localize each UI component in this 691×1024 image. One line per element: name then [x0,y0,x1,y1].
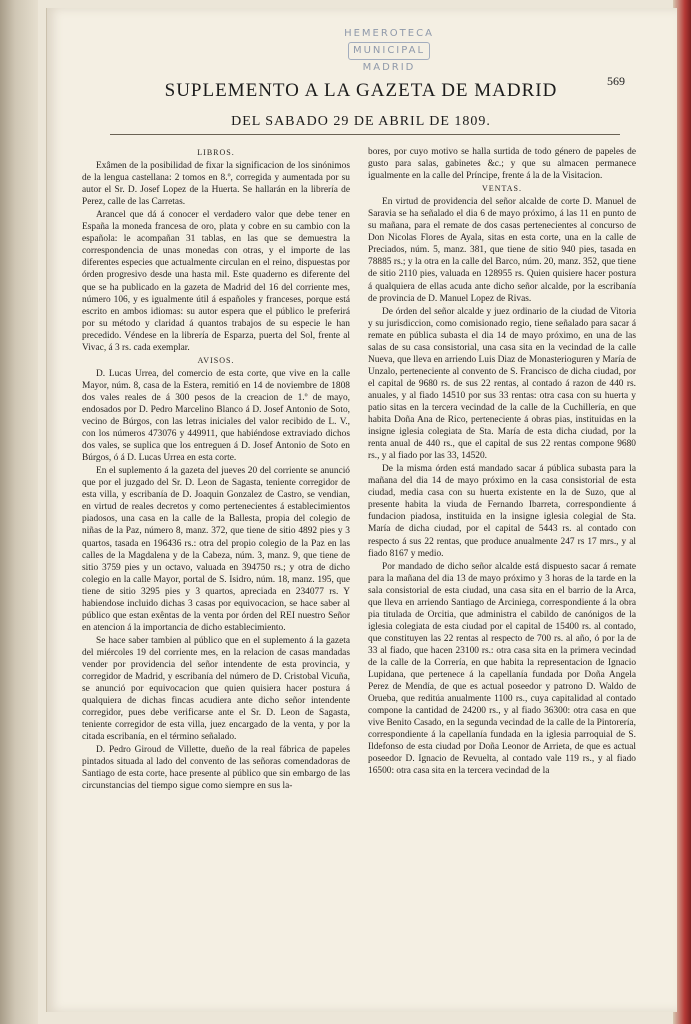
dateline: DEL SABADO 29 DE ABRIL DE 1809. [231,114,491,129]
book-binding-left [0,0,38,1024]
paragraph: Arancel que dá á conocer el verdadero valor que debe tener en España la moneda francesa de oro, plata y cobre en su cambio con la española: le acompañan 31 tablas, en las que se demuestra la correspondencia de unas monedas con otras, y el importe de las diferentes especies que actualmente circulan en el reino, dispuestas por órden progresivo desde una hasta mil. Este quaderno es diferente del que se ha publicado en la gazeta de Madrid del 16 del corriente mes, número 106, y es igualmente útil á españoles y franceses, porque está escrito en ambos idiomas: su autor espera que el público le preferirá por su método y claridad á quantos trabajos de su especie le han precedido. Véndese en la librería de Esparza, puerta del Sol, frente al Vivac, á 3 rs. cada exemplar. [82,210,350,353]
paragraph: Exâmen de la posibilidad de fixar la significacion de los sinónimos de la lengua castellana: 2 tomos en 8.º, corregida y aumentada por su autor el Sr. D. Josef Lopez de la Huerta. Se hallarán en la librería de Perez, calle de las Carretas. [82,161,350,208]
section-heading-libros: LIBROS. [197,148,235,157]
stamp-line-3: MADRID [362,62,416,73]
paragraph: Se hace saber tambien al público que en el suplemento á la gazeta del miércoles 19 del corriente mes, en la relacion de casas mandadas vender por providencia del señor intendente de esta provincia, y corregidor de Madrid, y escribanía del número de D. Cristobal Vicuña, se anunció por equivocacion que quien quisiera hacer postura á qualquiera de dichas fincas acudiera ante dicho señor intendente corregidor, pues debe verificarse ante el Sr. D. Leon de Sagasta, teniente corregidor de esta villa, juez encargado de la venta, y por la citada escribanía, en el término señalado. [82,635,350,743]
stamp-line-1: HEMEROTECA [344,28,434,39]
stamp-line-2: MUNICIPAL [348,42,430,60]
section-heading-ventas: VENTAS. [482,184,522,194]
header-rule [110,134,620,135]
paragraph: bores, por cuyo motivo se halla surtida de todo género de papeles de gusto para salas, gabinetes &c.; y que su almacen permanece igualmente en la calle del Príncipe, frente á la de la Visitacion. [368,147,636,182]
paragraph: D. Lucas Urrea, del comercio de esta corte, que vive en la calle Mayor, núm. 8, casa de la Estera, remitió en 14 de noviembre de 1808 dos vales reales de á 300 pesos de la creacion de 1.º de mayo, endosados por D. Pedro Marcelino Blanco á D. Josef Antonio de Soto, vecino de Búrgos, con las letras iniciales del valor recibido de L. V., con los números 473076 y 449911, que habiéndose extraviado dichos dos vales, se suplica que los entreguen á D. Josef Antonio de Soto en Búrgos, ó á D. Lucas Urrea en esta corte. [82,368,350,464]
page-number: 569 [607,74,625,88]
paragraph: En el suplemento á la gazeta del jueves 20 del corriente se anunció que por el juzgado del Sr. D. Leon de Sagasta, teniente corregidor de esta villa, y escribanía de D. Joaquin Gonzalez de Castro, se vendian, en virtud de reales decretos y como pertenecientes á establecimientos piadosos, una casa en la calle de la Ballesta, propia del colegio de niñas de la Paz, número 8, manz. 372, que tiene de sitio 4892 pies y 3 quartos, tasada en 196436 rs.: otra del propio colegio de la Paz en las calles de la Magdalena y de la Cabeza, núm. 3, manz. 9, que tiene de sitio 3759 pies y un octavo, valuada en 394750 rs.; y otra de dicho colegio en la calle Mayor, portal de S. Isidro, núm. 18, manz. 195, que tiene de sitio 3295 pies y 3 quartos, apreciada en 234077 rs. Y habiendose incluido dichas 3 casas por equivocacion, se hace saber al público que estan exêntas de la venta por órden del REI nuestro Señor en atencion á la importancia de dicho establecimiento. [82,466,350,633]
page-title: SUPLEMENTO A LA GAZETA DE MADRID [164,80,558,101]
paragraph: De órden del señor alcalde y juez ordinario de la ciudad de Vitoria y su jurisdiccion, como comisionado regio, tiene señalado para sacar á remate en pública subasta el dia 14 de mayo próximo, en una de las salas de su casa consistorial, una casa sita en la vecindad de la calle Nueva, que lleva en arriendo Luis Diaz de Monasterioguren y María de Unzalo, perteneciente al convento de S. Francisco de dicha ciudad, por el capital de 9680 rs. de sus 22 rentas, al contado á razon de 440 rs. anuales, y al fiado 14510 por sus 33 rentas: otra casa con su huerta y patio sitas en la tercera vecindad de la calle de la Cuchillería, en que habita Doña Ana de Rico, perteneciente á obras pias, instituidas en la insigne iglesia colegiata de Sta. María de esta dicha ciudad, por la renta anual de 440 rs., que el capital de sus 22 rentas compone 9680 rs., y al fiado por las 33, 14520. [368,306,636,462]
paragraph: En virtud de providencia del señor alcalde de corte D. Manuel de Saravia se ha señalado el dia 6 de mayo próximo, á las 11 en punto de su mañana, para el remate de dos casas pertenecientes al concurso de Don Nicolas Flores de Ayala, sitas en esta corte, una en la calle de Preciados, núm. 5, manz. 381, que tiene de sitio 940 pies, tasada en 78885 rs.; y la otra en la calle del Barco, núm. 20, manz. 352, que tiene de sitio 2110 pies, valuada en 128955 rs. Quien quisiere hacer postura á qualquiera de ellas acuda ante dicho señor alcalde, por la escribanía de provincia de D. Manuel Lopez de Rivas. [368,197,636,304]
library-stamp [330,26,448,80]
section-heading-avisos: AVISOS. [197,355,235,365]
paragraph: Por mandado de dicho señor alcalde está dispuesto sacar á remate para la mañana del dia 13 de mayo próximo y 3 horas de la tarde en la sala consistorial de esta ciudad, una casa sita en el barrio de la Arca, que lleva en arriendo Santiago de Arciniega, correspondiente á la obra pia titulada de Orcitia, que administra el cabildo de canónigos de la iglesia colegiata de esta ciudad por el capital de 15400 rs. al contado, que constituyen las 22 rentas al respecto de 700 rs. al año, ó por la de 33 al fiado, que hacen 23100 rs.: otra casa sita en la primera vecindad de la calle de la Correría, en que habita la representacion de Ignacio Lupidana, que pertenece á la capellanía fundada por Doña Angela Perez de Mendía, de que es actual poseedor y patrono D. Waldo de Orueba, que reditúa anualmente 1100 rs., cuya capitalidad al contado compone la cantidad de 24200 rs., y al fiado 36300: otra casa en que vive Benito Casado, en la segunda vecindad de la calle de la Pintorería, correspondiente á la capellanía fundada en la iglesia parroquial de S. Ildefonso de esta ciudad por Doña Leonor de Arrieta, de que es actual poseedor D. Ignacio de Revuelta, al contado vale 119 rs., y al fiado 16500: otra casa sita en la tercera vecindad de la [368,561,636,777]
paragraph: De la misma órden está mandado sacar á pública subasta para la mañana del dia 14 de mayo próximo en la casa consistorial de esta ciudad, media casa con su huerta existente en la de Suzo, que al presente habita la viuda de Fernando Ibarreta, correspondiente á fundacion piadosa, instituida en la insigne iglesia colegial de Sta. María de dicha ciudad, por el capital de 5443 rs. al contado con respecto á sus 22 rentas, que produce anualmente 247 rs 17 mrs., y al fiado 8167 y medio. [368,464,636,559]
left-column [82,146,350,1006]
right-column [368,146,636,1006]
paragraph: D. Pedro Giroud de Villette, dueño de la real fábrica de papeles pintados situada al lado del convento de las señoras comendadoras de Santiago de esta corte, hace presente al público que sin embargo de las circunstancias del tiempo sigue como siempre en sus la- [82,745,350,792]
